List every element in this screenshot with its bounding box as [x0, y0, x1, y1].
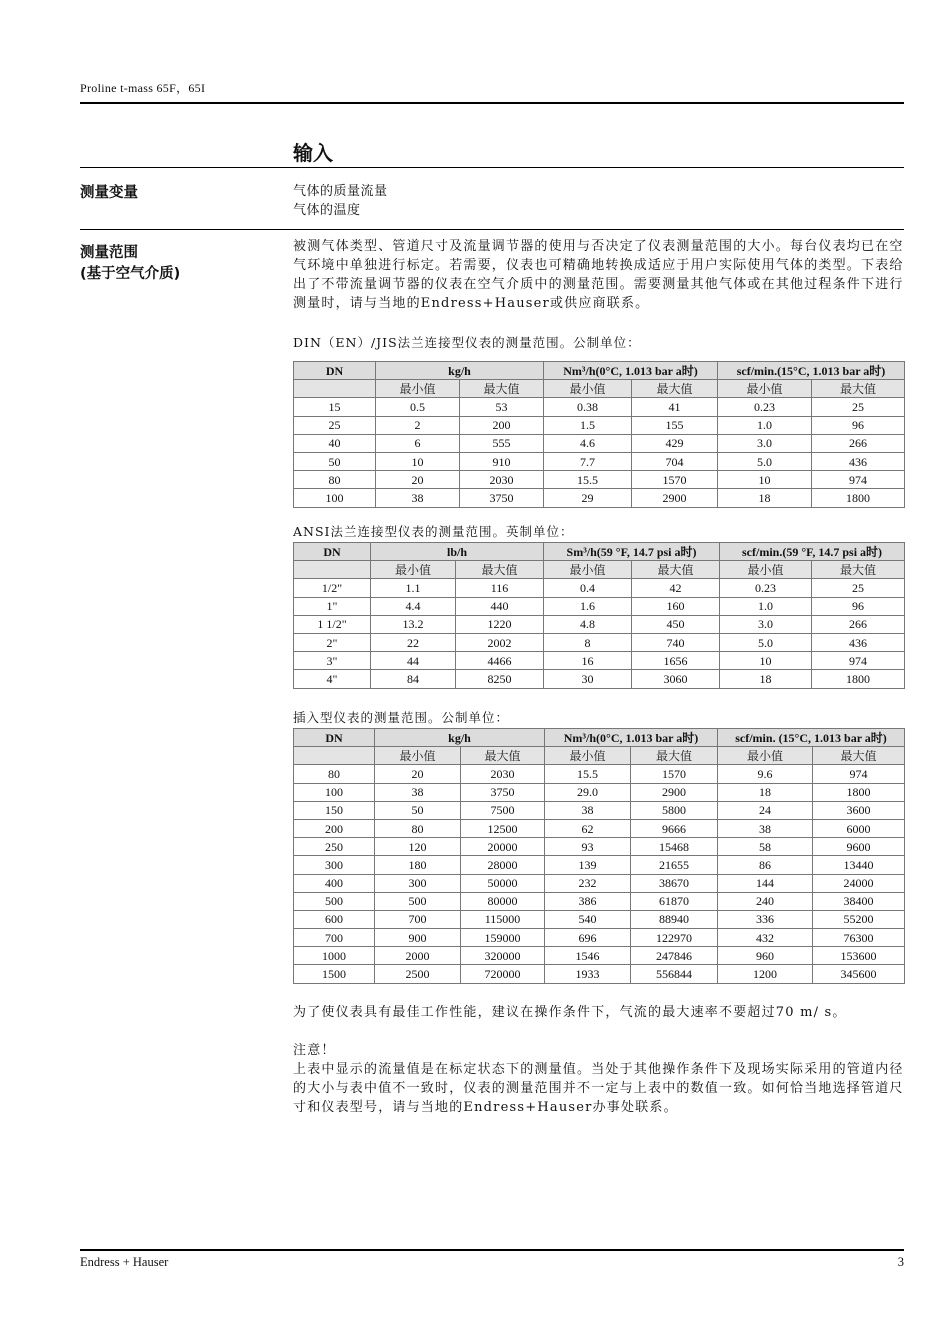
measured-variable-label: 测量变量: [80, 185, 138, 201]
table-cell: 80: [375, 819, 461, 837]
table-cell: 1/2": [294, 579, 371, 597]
table-cell: 38: [718, 819, 813, 837]
table-row: [294, 947, 905, 965]
table-cell: 42: [632, 579, 720, 597]
table-cell: 1570: [632, 471, 718, 489]
table-row: [294, 579, 905, 597]
notice-block: [293, 1041, 904, 1117]
column-subheader: 最小值: [718, 380, 812, 398]
table-cell: 1800: [812, 670, 905, 688]
table-cell: 436: [812, 633, 905, 651]
table-cell: 5.0: [718, 452, 812, 470]
table-row: [294, 452, 905, 470]
measured-variable-line: 气体的质量流量: [293, 184, 388, 199]
table-cell: 96: [812, 416, 905, 434]
table-cell: 76300: [813, 929, 905, 947]
column-subheader: 最大值: [456, 561, 544, 579]
notice-title: 注意！: [293, 1043, 336, 1058]
table-cell: 4466: [456, 652, 544, 670]
table-cell: 1 1/2": [294, 615, 371, 633]
column-subheader: 最大值: [813, 747, 905, 765]
table-caption: ANSI法兰连接型仪表的测量范围。英制单位：: [293, 524, 574, 539]
table-row: [294, 801, 905, 819]
table-cell: 429: [632, 434, 718, 452]
table-cell: 50: [375, 801, 461, 819]
table-cell: 86: [718, 856, 813, 874]
table-cell: 1800: [812, 489, 905, 507]
table-cell: 13.2: [371, 615, 456, 633]
velocity-note: 为了使仪表具有最佳工作性能，建议在操作条件下，气流的最大速率不要超过70 m/ s。: [293, 1005, 847, 1020]
column-group-header: Nm³/h(0°C, 1.013 bar a时): [545, 729, 718, 747]
table-cell: 345600: [813, 965, 905, 983]
table-cell: 2: [376, 416, 460, 434]
table-row: [294, 765, 905, 783]
table-cell: 3750: [460, 489, 544, 507]
column-subheader: [294, 561, 371, 579]
table-row: [294, 965, 905, 983]
table-cell: 4.6: [544, 434, 632, 452]
table-row: [294, 819, 905, 837]
table-cell: 247846: [631, 947, 718, 965]
table-row: [294, 856, 905, 874]
table-cell: 974: [812, 471, 905, 489]
table-cell: 5800: [631, 801, 718, 819]
table-cell: 2900: [631, 783, 718, 801]
measured-variable-line: 气体的温度: [293, 203, 361, 218]
table-cell: 300: [375, 874, 461, 892]
table-cell: 24000: [813, 874, 905, 892]
measured-variable-list: [293, 182, 904, 220]
table-cell: 720000: [461, 965, 545, 983]
table-row: [294, 416, 905, 434]
table-cell: 6: [376, 434, 460, 452]
table-row: [294, 434, 905, 452]
table-cell: 4.8: [544, 615, 632, 633]
table-cell: 1.0: [720, 597, 812, 615]
table-row: [294, 489, 905, 507]
table-cell: 1500: [294, 965, 375, 983]
table-cell: 53: [460, 398, 544, 416]
column-group-header: lb/h: [371, 543, 544, 561]
table-cell: 3": [294, 652, 371, 670]
table-row: [294, 910, 905, 928]
table-cell: 10: [718, 471, 812, 489]
table-cell: 1800: [813, 783, 905, 801]
table-cell: 116: [456, 579, 544, 597]
table-cell: 150: [294, 801, 375, 819]
table-cell: 8: [544, 633, 632, 651]
table-row: [294, 652, 905, 670]
footer-rule: [80, 1249, 904, 1251]
table-cell: 600: [294, 910, 375, 928]
column-header: DN: [294, 362, 376, 380]
page-number: 3: [897, 1255, 904, 1269]
table-cell: 41: [632, 398, 718, 416]
table-cell: 58: [718, 838, 813, 856]
table-cell: 2030: [461, 765, 545, 783]
column-subheader: 最小值: [376, 380, 460, 398]
table-cell: 556844: [631, 965, 718, 983]
table-cell: 18: [718, 489, 812, 507]
table-cell: 159000: [461, 929, 545, 947]
table-cell: 1200: [718, 965, 813, 983]
table-cell: 50000: [461, 874, 545, 892]
column-subheader: 最小值: [544, 561, 632, 579]
table-cell: 28000: [461, 856, 545, 874]
din-metric-range-table: [293, 361, 905, 508]
table-cell: 25: [294, 416, 376, 434]
table-cell: 3.0: [720, 615, 812, 633]
footer-brand: Endress + Hauser: [80, 1255, 169, 1269]
table-cell: 20: [376, 471, 460, 489]
column-subheader: 最小值: [371, 561, 456, 579]
column-subheader: [294, 747, 375, 765]
table-cell: 704: [632, 452, 718, 470]
column-subheader: 最小值: [718, 747, 813, 765]
table-cell: 8250: [456, 670, 544, 688]
table-body: [294, 765, 905, 983]
table-cell: 740: [632, 633, 720, 651]
table-cell: 250: [294, 838, 375, 856]
column-subheader: 最大值: [461, 747, 545, 765]
table-cell: 1": [294, 597, 371, 615]
table-cell: 1656: [632, 652, 720, 670]
table-cell: 18: [720, 670, 812, 688]
table-cell: 44: [371, 652, 456, 670]
table-cell: 15468: [631, 838, 718, 856]
table-cell: 320000: [461, 947, 545, 965]
table-cell: 200: [294, 819, 375, 837]
column-group-header: scf/min.(15°C, 1.013 bar a时): [718, 362, 905, 380]
table-cell: 12500: [461, 819, 545, 837]
table-cell: 61870: [631, 892, 718, 910]
table-cell: 84: [371, 670, 456, 688]
column-group-header: scf/min. (15°C, 1.013 bar a时): [718, 729, 905, 747]
table-cell: 50: [294, 452, 376, 470]
table-cell: 21655: [631, 856, 718, 874]
table-cell: 3750: [461, 783, 545, 801]
table-caption: 插入型仪表的测量范围。公制单位：: [293, 710, 510, 725]
table-cell: 974: [812, 652, 905, 670]
table-cell: 22: [371, 633, 456, 651]
table-cell: 436: [812, 452, 905, 470]
measuring-range-label-line1: 测量范围: [80, 245, 138, 261]
table-cell: 10: [376, 452, 460, 470]
table-cell: 55200: [813, 910, 905, 928]
table-cell: 700: [294, 929, 375, 947]
table-cell: 900: [375, 929, 461, 947]
table-cell: 960: [718, 947, 813, 965]
table-row: [294, 398, 905, 416]
table-cell: 80000: [461, 892, 545, 910]
document-title: Proline t-mass 65F，65I: [80, 81, 206, 95]
table-cell: 4.4: [371, 597, 456, 615]
table-row: [294, 838, 905, 856]
table-cell: 16: [544, 652, 632, 670]
section-rule: [80, 167, 904, 168]
column-header: DN: [294, 543, 371, 561]
table-caption: DIN（EN）/JIS法兰连接型仪表的测量范围。公制单位：: [293, 335, 641, 350]
table-cell: 15.5: [544, 471, 632, 489]
table-cell: 1.6: [544, 597, 632, 615]
table-cell: 450: [632, 615, 720, 633]
table-row: [294, 670, 905, 688]
table-cell: 38400: [813, 892, 905, 910]
notice-text: 上表中显示的流量值是在标定状态下的测量值。当处于其他操作条件下及现场实际采用的管道内径的大小与表中值不一致时，仪表的测量范围并不一定与上表中的数值一致。如何恰当地选择管道尺寸和仪表型号，请与当地的Endress+Hauser办事处联系。: [293, 1062, 904, 1115]
table-row: [294, 471, 905, 489]
table-cell: 115000: [461, 910, 545, 928]
table-cell: 38: [375, 783, 461, 801]
table-cell: 2030: [460, 471, 544, 489]
table-cell: 10: [720, 652, 812, 670]
column-header: DN: [294, 729, 375, 747]
table-cell: 300: [294, 856, 375, 874]
table-cell: 1.5: [544, 416, 632, 434]
table-cell: 38: [376, 489, 460, 507]
column-subheader: 最大值: [632, 380, 718, 398]
table-cell: 25: [812, 398, 905, 416]
column-subheader: 最小值: [720, 561, 812, 579]
table-cell: 540: [545, 910, 631, 928]
column-subheader: 最小值: [545, 747, 631, 765]
table-cell: 9.6: [718, 765, 813, 783]
table-body: [294, 579, 905, 688]
table-cell: 500: [294, 892, 375, 910]
table-cell: 266: [812, 434, 905, 452]
table-cell: 96: [812, 597, 905, 615]
table-cell: 15.5: [545, 765, 631, 783]
table-cell: 500: [375, 892, 461, 910]
insertion-metric-range-table: [293, 728, 905, 984]
section-title: 输入: [293, 141, 333, 165]
table-cell: 88940: [631, 910, 718, 928]
table-cell: 1220: [456, 615, 544, 633]
column-subheader: 最小值: [375, 747, 461, 765]
table-cell: 240: [718, 892, 813, 910]
table-cell: 974: [813, 765, 905, 783]
table-cell: 3060: [632, 670, 720, 688]
table-cell: 4": [294, 670, 371, 688]
table-cell: 440: [456, 597, 544, 615]
column-group-header: scf/min.(59 °F, 14.7 psi a时): [720, 543, 905, 561]
table-cell: 432: [718, 929, 813, 947]
table-cell: 40: [294, 434, 376, 452]
table-cell: 1.0: [718, 416, 812, 434]
table-cell: 80: [294, 471, 376, 489]
ansi-imperial-range-table: [293, 542, 905, 689]
table-cell: 555: [460, 434, 544, 452]
table-cell: 62: [545, 819, 631, 837]
column-subheader: 最大值: [812, 380, 905, 398]
table-cell: 336: [718, 910, 813, 928]
measuring-range-intro: 被测气体类型、管道尺寸及流量调节器的使用与否决定了仪表测量范围的大小。每台仪表均已在空气环境中单独进行标定。若需要，仪表也可精确地转换成适应于用户实际使用气体的类型。下表给出了不带流量调节器的仪表在空气介质中的测量范围。需要测量其他气体或在其他过程条件下进行测量时，请与当地的Endress+Hauser或供应商联系。: [293, 239, 904, 311]
table-cell: 120: [375, 838, 461, 856]
table-cell: 1933: [545, 965, 631, 983]
table-cell: 7.7: [544, 452, 632, 470]
table-cell: 0.4: [544, 579, 632, 597]
table-cell: 2500: [375, 965, 461, 983]
measuring-range-label: [80, 243, 180, 285]
table-cell: 24: [718, 801, 813, 819]
table-cell: 0.5: [376, 398, 460, 416]
table-cell: 139: [545, 856, 631, 874]
table-cell: 18: [718, 783, 813, 801]
table-cell: 7500: [461, 801, 545, 819]
table-cell: 9600: [813, 838, 905, 856]
measuring-range-label-line2: (基于空气介质): [80, 266, 181, 282]
column-group-header: kg/h: [376, 362, 544, 380]
table-cell: 100: [294, 489, 376, 507]
table-cell: 20000: [461, 838, 545, 856]
table-cell: 5.0: [720, 633, 812, 651]
table-cell: 9666: [631, 819, 718, 837]
table-cell: 93: [545, 838, 631, 856]
table-cell: 160: [632, 597, 720, 615]
table-cell: 13440: [813, 856, 905, 874]
table-cell: 232: [545, 874, 631, 892]
table-cell: 700: [375, 910, 461, 928]
table-cell: 25: [812, 579, 905, 597]
table-cell: 400: [294, 874, 375, 892]
table-cell: 15: [294, 398, 376, 416]
table-cell: 100: [294, 783, 375, 801]
table-cell: 180: [375, 856, 461, 874]
table-cell: 38670: [631, 874, 718, 892]
table-body: [294, 398, 905, 507]
table-cell: 696: [545, 929, 631, 947]
table-cell: 2": [294, 633, 371, 651]
table-cell: 2002: [456, 633, 544, 651]
table-cell: 266: [812, 615, 905, 633]
table-cell: 6000: [813, 819, 905, 837]
table-row: [294, 783, 905, 801]
table-cell: 200: [460, 416, 544, 434]
table-cell: 910: [460, 452, 544, 470]
table-cell: 0.38: [544, 398, 632, 416]
table-row: [294, 892, 905, 910]
column-group-header: Sm³/h(59 °F, 14.7 psi a时): [544, 543, 720, 561]
table-row: [294, 615, 905, 633]
column-subheader: 最大值: [460, 380, 544, 398]
table-row: [294, 597, 905, 615]
table-cell: 1.1: [371, 579, 456, 597]
table-row: [294, 929, 905, 947]
table-cell: 1546: [545, 947, 631, 965]
table-cell: 29.0: [545, 783, 631, 801]
table-cell: 2000: [375, 947, 461, 965]
column-subheader: 最小值: [544, 380, 632, 398]
table-cell: 20: [375, 765, 461, 783]
measured-variable-rule: [80, 229, 904, 230]
column-subheader: 最大值: [632, 561, 720, 579]
column-subheader: 最大值: [631, 747, 718, 765]
table-cell: 38: [545, 801, 631, 819]
table-cell: 1570: [631, 765, 718, 783]
table-cell: 3.0: [718, 434, 812, 452]
table-cell: 1000: [294, 947, 375, 965]
column-group-header: kg/h: [375, 729, 545, 747]
column-group-header: Nm³/h(0°C, 1.013 bar a时): [544, 362, 718, 380]
column-subheader: 最大值: [812, 561, 905, 579]
table-cell: 80: [294, 765, 375, 783]
table-cell: 153600: [813, 947, 905, 965]
table-cell: 3600: [813, 801, 905, 819]
table-cell: 386: [545, 892, 631, 910]
table-cell: 144: [718, 874, 813, 892]
table-cell: 2900: [632, 489, 718, 507]
table-cell: 0.23: [720, 579, 812, 597]
header-rule: [80, 102, 904, 104]
table-cell: 29: [544, 489, 632, 507]
table-cell: 155: [632, 416, 718, 434]
table-row: [294, 874, 905, 892]
column-subheader: [294, 380, 376, 398]
table-cell: 0.23: [718, 398, 812, 416]
table-row: [294, 633, 905, 651]
table-cell: 122970: [631, 929, 718, 947]
table-cell: 30: [544, 670, 632, 688]
